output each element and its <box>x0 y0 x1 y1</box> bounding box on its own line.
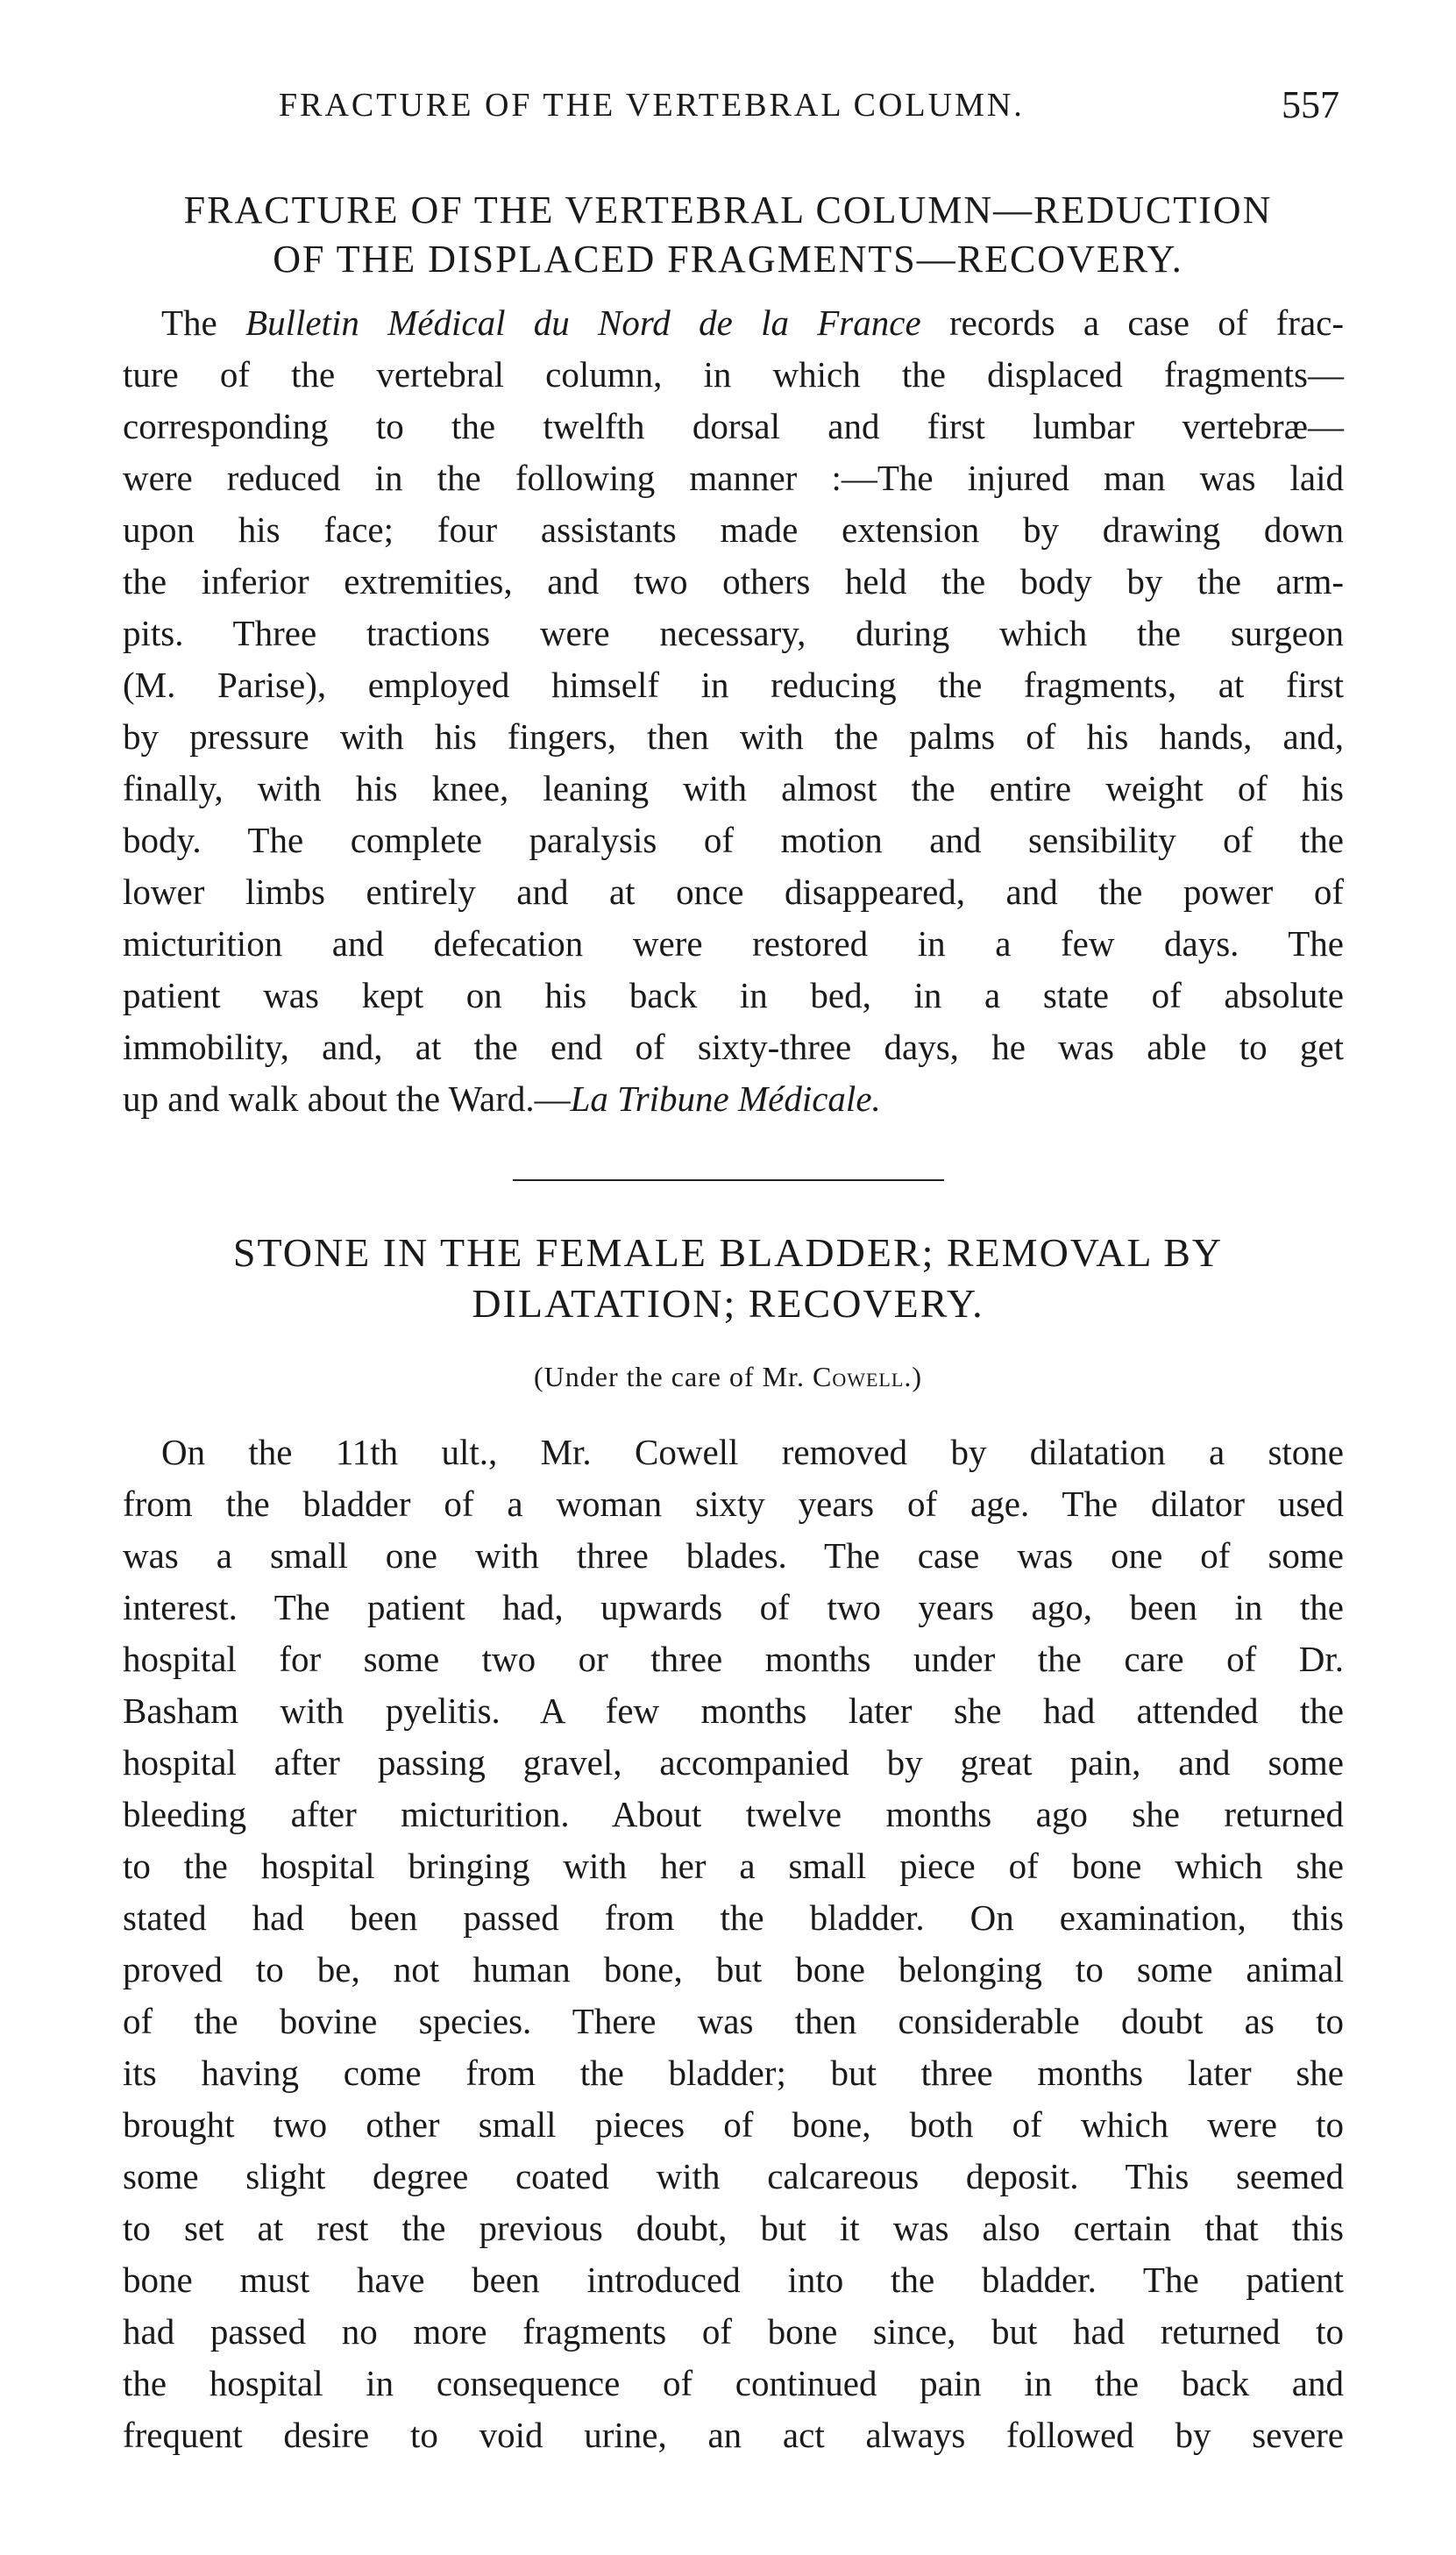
article-2-heading-line-1: STONE IN THE FEMALE BLADDER; REMOVAL BY <box>232 1230 1224 1275</box>
article-2-line: interest. The patient had, upwards of two years ago, been in the <box>123 1587 1344 1627</box>
article-2-byline: (Under the care of Mr. Cowell.) <box>534 1361 922 1392</box>
article-2-line: brought two other small pieces of bone, both of which were to <box>123 2104 1344 2145</box>
article-1-heading-line-2: OF THE DISPLACED FRAGMENTS—RECOVERY. <box>273 238 1183 281</box>
surgeon-name: Cowell <box>813 1361 905 1392</box>
article-1-line: the inferior extremities, and two others held the body by the arm- <box>123 561 1344 601</box>
article-1-line: patient was kept on his back in bed, in a state of absolute <box>123 975 1344 1015</box>
article-2-line: from the bladder of a woman sixty years of age. The dilator used <box>123 1484 1344 1524</box>
article-2-line: the hospital in consequence of continued pain in the back and <box>123 2363 1344 2403</box>
article-2-line: to set at rest the previous doubt, but it was also certain that this <box>123 2208 1344 2248</box>
article-2-line: was a small one with three blades. The case was one of some <box>123 1535 1344 1576</box>
article-1-line: lower limbs entirely and at once disappeared, and the power of <box>123 872 1344 912</box>
running-head: FRACTURE OF THE VERTEBRAL COLUMN. <box>279 87 1025 124</box>
article-2-line: its having come from the bladder; but three months later she <box>123 2053 1344 2093</box>
article-1-line: pits. Three tractions were necessary, during which the surgeon <box>123 613 1344 653</box>
article-1-line: finally, with his knee, leaning with almost the entire weight of his <box>123 768 1344 808</box>
article-2-heading-line-2: DILATATION; RECOVERY. <box>472 1281 984 1326</box>
article-2-line: bleeding after micturition. About twelve months ago she returned <box>123 1794 1344 1834</box>
article-1-last-line: up and walk about the Ward.—La Tribune Médicale. <box>123 1078 881 1119</box>
article-1-line: (M. Parise), employed himself in reducing the fragments, at first <box>123 665 1344 705</box>
source-citation: La Tribune Médicale. <box>570 1078 881 1119</box>
article-1-line: were reduced in the following manner :—The injured man was laid <box>123 458 1344 498</box>
article-2-line: some slight degree coated with calcareous deposit. This seemed <box>123 2156 1344 2196</box>
article-1-line: body. The complete paralysis of motion and sensibility of the <box>123 820 1344 860</box>
article-1-line: immobility, and, at the end of sixty-three days, he was able to get <box>123 1027 1344 1067</box>
article-2-line: had passed no more fragments of bone since, but had returned to <box>123 2311 1344 2352</box>
article-2-line: bone must have been introduced into the bladder. The patient <box>123 2260 1344 2300</box>
article-1-line: corresponding to the twelfth dorsal and first lumbar vertebræ— <box>123 406 1344 446</box>
article-2-line: to the hospital bringing with her a small piece of bone which she <box>123 1846 1344 1886</box>
article-2-line: hospital after passing gravel, accompanied by great pain, and some <box>123 1742 1344 1783</box>
section-divider <box>513 1179 944 1181</box>
article-1-heading-line-1: FRACTURE OF THE VERTEBRAL COLUMN—REDUCTION <box>183 189 1273 231</box>
article-2-line: hospital for some two or three months under the care of Dr. <box>123 1639 1344 1679</box>
article-1-line: micturition and defecation were restored in a few days. The <box>123 923 1344 964</box>
page-number: 557 <box>1282 83 1339 126</box>
article-2-line: Basham with pyelitis. A few months later she had attended the <box>123 1690 1344 1731</box>
article-1-line: upon his face; four assistants made extension by drawing down <box>123 509 1344 550</box>
article-2-line: proved to be, not human bone, but bone belonging to some animal <box>123 1949 1344 1989</box>
journal-title: Bulletin Médical du Nord de la France <box>245 302 921 343</box>
article-1-line: by pressure with his fingers, then with the palms of his hands, and, <box>123 716 1344 757</box>
article-1-first-line: The Bulletin Médical du Nord de la France records a case of frac- <box>161 302 1344 343</box>
article-2-line: stated had been passed from the bladder. On examination, this <box>123 1897 1344 1938</box>
article-1-line: ture of the vertebral column, in which the displaced fragments— <box>123 354 1344 395</box>
article-2-line: frequent desire to void urine, an act always followed by severe <box>123 2415 1344 2455</box>
article-2-first-line: On the 11th ult., Mr. Cowell removed by dilatation a stone <box>161 1432 1344 1472</box>
article-2-line: of the bovine species. There was then considerable doubt as to <box>123 2001 1344 2041</box>
